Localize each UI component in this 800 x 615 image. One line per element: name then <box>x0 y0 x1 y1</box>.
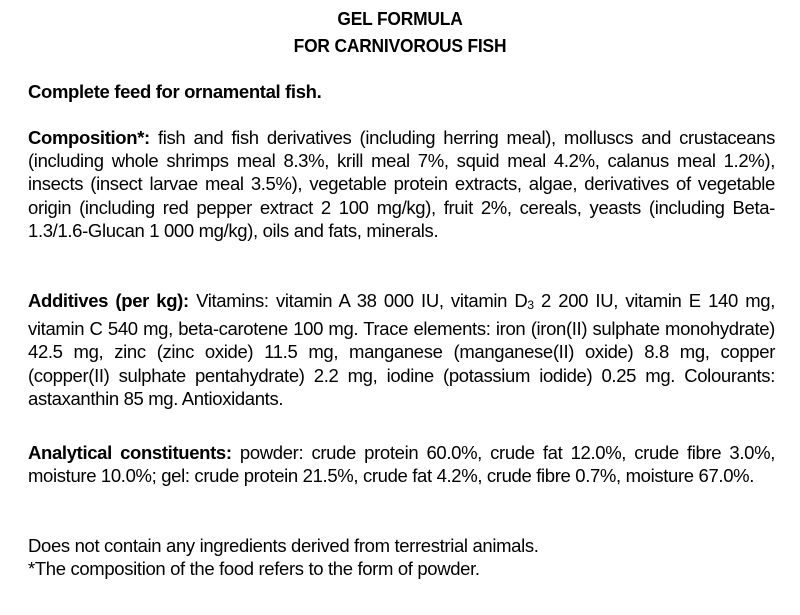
footer-note-1: Does not contain any ingredients derived from terrestrial animals. <box>28 535 539 556</box>
title-line-2: FOR CARNIVOROUS FISH <box>293 35 507 56</box>
subscript-3: 3 <box>527 298 534 312</box>
intro-heading: Complete feed for ornamental fish. <box>28 81 322 102</box>
composition-text: fish and fish derivatives (including herring meal), molluscs and crustaceans (including whole shrimps meal 8.3%, krill meal 7%, squid meal 4.2%, calanus meal 1.2%), insects (insect larvae meal 3.5%), vegetable protein extracts, algae, derivatives of vegetable origin (including red pepper extract 2 100 mg/kg), fruit 2%, cereals, yeasts (including Beta-1.3/1.6-Glucan 1 000 mg/kg), oils and fats, minerals. <box>28 127 775 241</box>
additives-label: Additives (per kg): <box>28 290 189 311</box>
analytical-section <box>28 441 775 487</box>
intro-text <box>28 80 775 103</box>
title-line-1: GEL FORMULA <box>337 8 463 29</box>
footer-note-2: *The composition of the food refers to the form of powder. <box>28 558 480 580</box>
analytical-label: Analytical constituents: <box>28 442 232 463</box>
additives-text-b: 2 200 IU, vitamin E 140 mg, vitamin C 540 mg, beta-carotene 100 mg. Trace elements: iron (iron(II) sulphate monohydrate) 42.5 mg, zinc (zinc oxide) 11.5 mg, manganese (manganese(II) oxide) 8.8 mg, copper (copper(II) sulphate pentahydrate) 2.2 mg, iodine (potassium iodide) 0.25 mg. Colourants: astaxanthin 85 mg. Antioxidants. <box>28 290 775 409</box>
additives-text-a: Vitamins: vitamin A 38 000 IU, vitamin D <box>188 290 528 311</box>
analytical-text: powder: crude protein 60.0%, crude fat 12.0%, crude fibre 3.0%, moisture 10.0%; gel: crude protein 21.5%, crude fat 4.2%, crude fibre 0.7%, moisture 67.0%. <box>28 442 775 487</box>
additives-section <box>28 289 775 410</box>
composition-section <box>28 126 775 242</box>
footer-notes <box>28 534 775 580</box>
composition-label: Composition*: <box>28 127 150 148</box>
